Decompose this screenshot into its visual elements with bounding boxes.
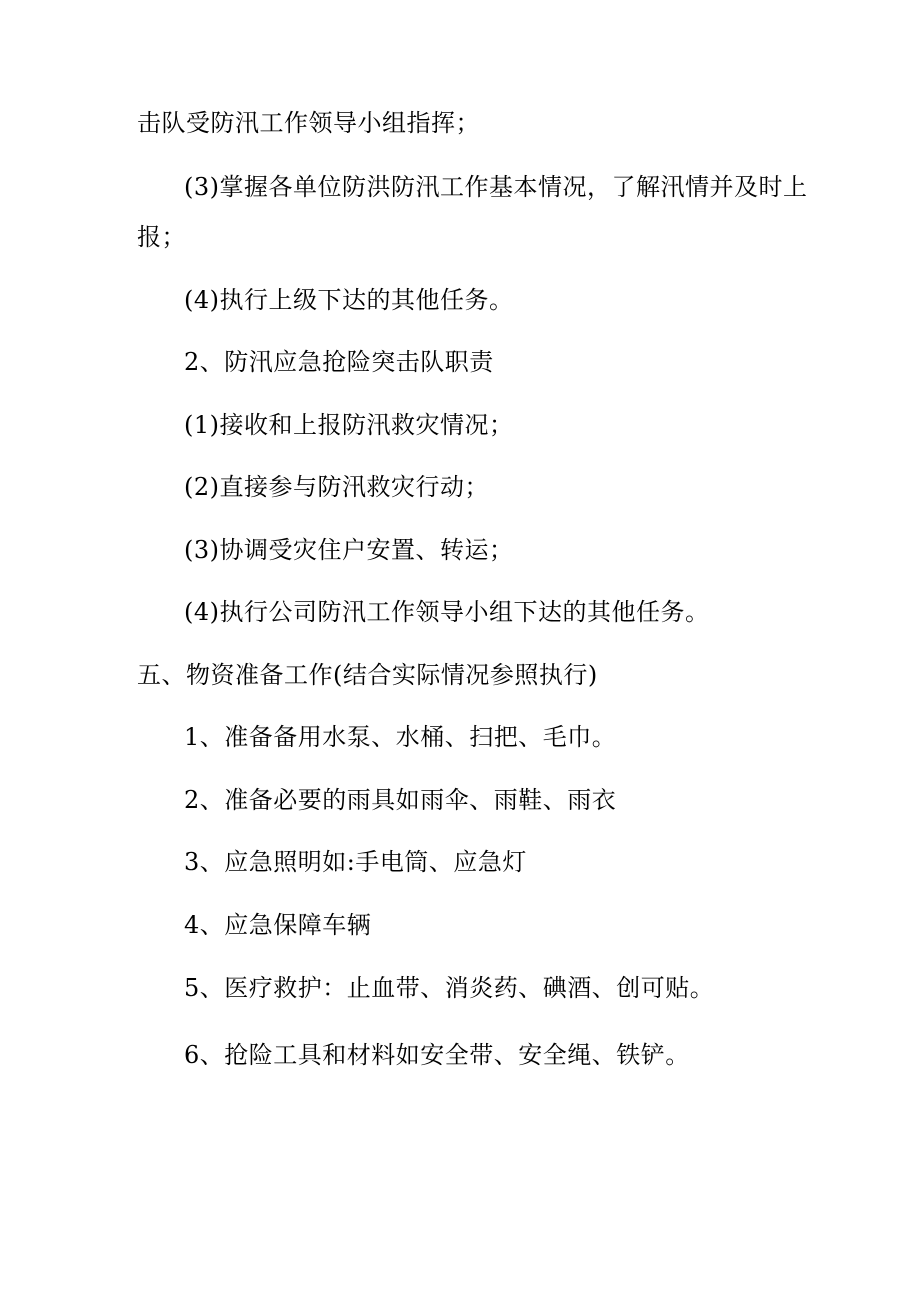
- material-item-5: 5、医疗救护：止血带、消炎药、碘酒、创可贴。: [184, 974, 715, 1002]
- section-heading-squad-duties: 2、防汛应急抢险突击队职责: [184, 348, 494, 376]
- duty-item-1: (1)接收和上报防汛救灾情况；: [184, 411, 514, 439]
- material-item-3: 3、应急照明如:手电筒、应急灯: [184, 848, 527, 876]
- list-item-3-situation-report: (3)掌握各单位防洪防汛工作基本情况，了解汛情并及时上: [184, 173, 808, 201]
- material-item-4: 4、应急保障车辆: [184, 911, 372, 939]
- duty-item-3: (3)协调受灾住户安置、转运；: [184, 536, 514, 564]
- material-item-2: 2、准备必要的雨具如雨伞、雨鞋、雨衣: [184, 786, 617, 814]
- duty-item-4: (4)执行公司防汛工作领导小组下达的其他任务。: [184, 598, 710, 626]
- list-item-3-continuation: 报；: [137, 223, 186, 251]
- section-heading-materials: 五、物资准备工作(结合实际情况参照执行): [137, 661, 598, 689]
- material-item-6: 6、抢险工具和材料如安全带、安全绳、铁铲。: [184, 1041, 690, 1069]
- list-item-4-other-tasks: (4)执行上级下达的其他任务。: [184, 286, 514, 314]
- material-item-1: 1、准备备用水泵、水桶、扫把、毛巾。: [184, 723, 617, 751]
- duty-item-2: (2)直接参与防汛救灾行动；: [184, 473, 489, 501]
- paragraph-continuation: 击队受防汛工作领导小组指挥；: [137, 109, 480, 137]
